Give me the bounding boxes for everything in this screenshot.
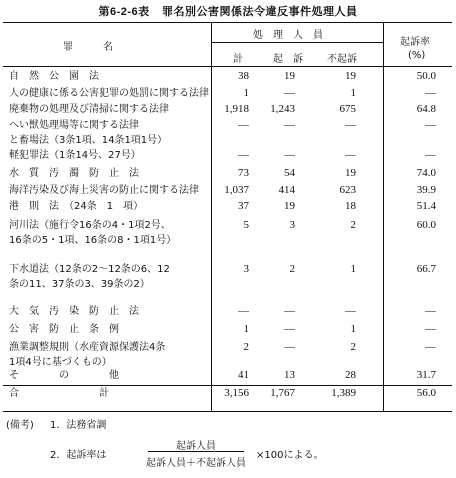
row-6-prosecuted: 414: [278, 184, 295, 196]
row-13-rate: 31.7: [416, 369, 436, 381]
row-14-prosecuted: 1,767: [270, 387, 295, 399]
row-5-total: 73: [238, 167, 249, 179]
row-8-name-line-1: 16条の5・1項、16条の8・1項1号）: [9, 235, 177, 246]
row-0-prosecuted: 19: [284, 70, 295, 82]
header-crime-name: 罪 名: [63, 42, 113, 53]
row-8-name-line-0: 河川法（施行令16条の4・1項2号、: [9, 220, 171, 231]
row-14-rate: 56.0: [416, 387, 436, 399]
row-10-name-line-0: 大 気 汚 染 防 止 法: [9, 306, 139, 317]
row-9-name-line-1: 条の11、37条の3、39条の2）: [9, 279, 150, 290]
row-2-not-prosecuted: 675: [339, 103, 356, 115]
row-5-not-prosecuted: 19: [345, 167, 356, 179]
row-11-total: 1: [243, 323, 249, 335]
row-11-name-line-0: 公 害 防 止 条 例: [9, 324, 119, 335]
row-0-not-prosecuted: 19: [345, 70, 356, 82]
formula-denominator: 起訴人員＋不起訴人員: [146, 458, 246, 469]
header-prosecuted: 起 訴: [273, 54, 303, 65]
row-11-rate: —: [425, 323, 436, 335]
row-10-total: —: [238, 305, 249, 317]
row-0-name-line-0: 自 然 公 園 法: [9, 71, 99, 82]
row-3-total: —: [238, 119, 249, 131]
row-9-total: 3: [243, 263, 249, 275]
row-7-total: 37: [238, 200, 249, 212]
note-2-suffix: ×100による。: [256, 450, 324, 461]
table-number: 第6-2-6表: [98, 6, 150, 18]
row-4-prosecuted: —: [284, 149, 295, 161]
row-12-total: 2: [243, 341, 249, 353]
row-12-not-prosecuted: 2: [350, 341, 356, 353]
row-12-prosecuted: —: [284, 341, 295, 353]
row-0-total: 38: [238, 70, 249, 82]
row-8-total: 5: [243, 219, 249, 231]
notes-label: (備考): [6, 420, 34, 431]
row-4-total: —: [238, 149, 249, 161]
column-divider: [383, 23, 384, 411]
row-6-not-prosecuted: 623: [339, 184, 356, 196]
row-10-not-prosecuted: —: [345, 305, 356, 317]
row-1-rate: —: [425, 87, 436, 99]
row-3-prosecuted: —: [284, 119, 295, 131]
row-12-rate: —: [425, 341, 436, 353]
row-4-rate: —: [425, 149, 436, 161]
row-7-not-prosecuted: 18: [345, 200, 356, 212]
row-6-total: 1,037: [224, 184, 249, 196]
row-9-prosecuted: 2: [289, 263, 295, 275]
row-13-total: 41: [238, 369, 249, 381]
row-3-name-line-0: へい獣処理場等に関する法律: [9, 120, 139, 131]
header-bottom-line: [3, 66, 452, 67]
row-13-name-line-0: そ の 他: [9, 370, 119, 381]
header-processed-count: 処 理 人 員: [253, 30, 323, 41]
row-7-name-line-0: 港 則 法 （24条 1 項）: [9, 201, 144, 212]
row-4-name-line-0: 軽犯罪法（1条14号、27号）: [9, 150, 141, 161]
row-13-prosecuted: 13: [284, 369, 295, 381]
note-1: 1．法務省調: [50, 420, 107, 431]
row-14-not-prosecuted: 1,389: [331, 387, 356, 399]
row-12-name-line-1: 1項4号に基づくもの）: [9, 357, 112, 368]
row-3-rate: —: [425, 119, 436, 131]
row-12-name-line-0: 漁業調整規則（水産資源保護法4条: [9, 342, 166, 353]
row-3-name-line-1: と畜場法（3条1項、14条1項1号）: [9, 135, 168, 146]
row-1-total: 1: [243, 87, 249, 99]
header-rate: 起訴率: [400, 37, 430, 48]
row-9-name-line-0: 下水道法（12条の2～12条の6、12: [9, 264, 170, 275]
row-3-not-prosecuted: —: [345, 119, 356, 131]
formula-numerator: 起訴人員: [176, 441, 216, 452]
row-4-not-prosecuted: —: [345, 149, 356, 161]
row-2-total: 1,918: [224, 103, 249, 115]
note-2-prefix: 2．起訴率は: [50, 450, 107, 461]
table-title: [0, 3, 456, 19]
row-1-not-prosecuted: 1: [350, 87, 356, 99]
row-2-rate: 64.8: [416, 103, 436, 115]
row-9-rate: 66.7: [416, 263, 436, 275]
formula-fraction-bar: [148, 451, 244, 452]
row-14-total: 3,156: [224, 387, 249, 399]
total-separator-line: [3, 385, 452, 386]
header-rate-unit: (%): [408, 50, 426, 61]
row-0-rate: 50.0: [416, 70, 436, 82]
row-5-prosecuted: 54: [284, 167, 295, 179]
row-2-prosecuted: 1,243: [270, 103, 295, 115]
row-10-rate: —: [425, 305, 436, 317]
row-8-prosecuted: 3: [289, 219, 295, 231]
row-1-prosecuted: —: [284, 87, 295, 99]
row-7-prosecuted: 19: [284, 200, 295, 212]
row-8-rate: 60.0: [416, 219, 436, 231]
row-1-name-line-0: 人の健康に係る公害犯罪の処罰に関する法律: [9, 88, 209, 99]
row-7-rate: 51.4: [416, 200, 436, 212]
row-9-not-prosecuted: 1: [350, 263, 356, 275]
row-13-not-prosecuted: 28: [345, 369, 356, 381]
row-10-prosecuted: —: [284, 305, 295, 317]
header-total: 計: [233, 54, 243, 65]
row-14-name-line-0: 合 計: [9, 388, 109, 399]
header-divider: [211, 42, 383, 43]
row-2-name-line-0: 廃棄物の処理及び清掃に関する法律: [9, 104, 169, 115]
row-6-name-line-0: 海洋汚染及び海上災害の防止に関する法律: [9, 185, 199, 196]
row-8-not-prosecuted: 2: [350, 219, 356, 231]
table-caption: 罪名別公害関係法令違反事件処理人員: [162, 5, 358, 18]
data-table: [3, 22, 452, 412]
row-5-rate: 74.0: [416, 167, 436, 179]
row-11-prosecuted: —: [284, 323, 295, 335]
header-not-prosecuted: 不起訴: [327, 54, 357, 65]
row-6-rate: 39.9: [416, 184, 436, 196]
row-5-name-line-0: 水 質 汚 濁 防 止 法: [9, 168, 139, 179]
row-11-not-prosecuted: 1: [350, 323, 356, 335]
